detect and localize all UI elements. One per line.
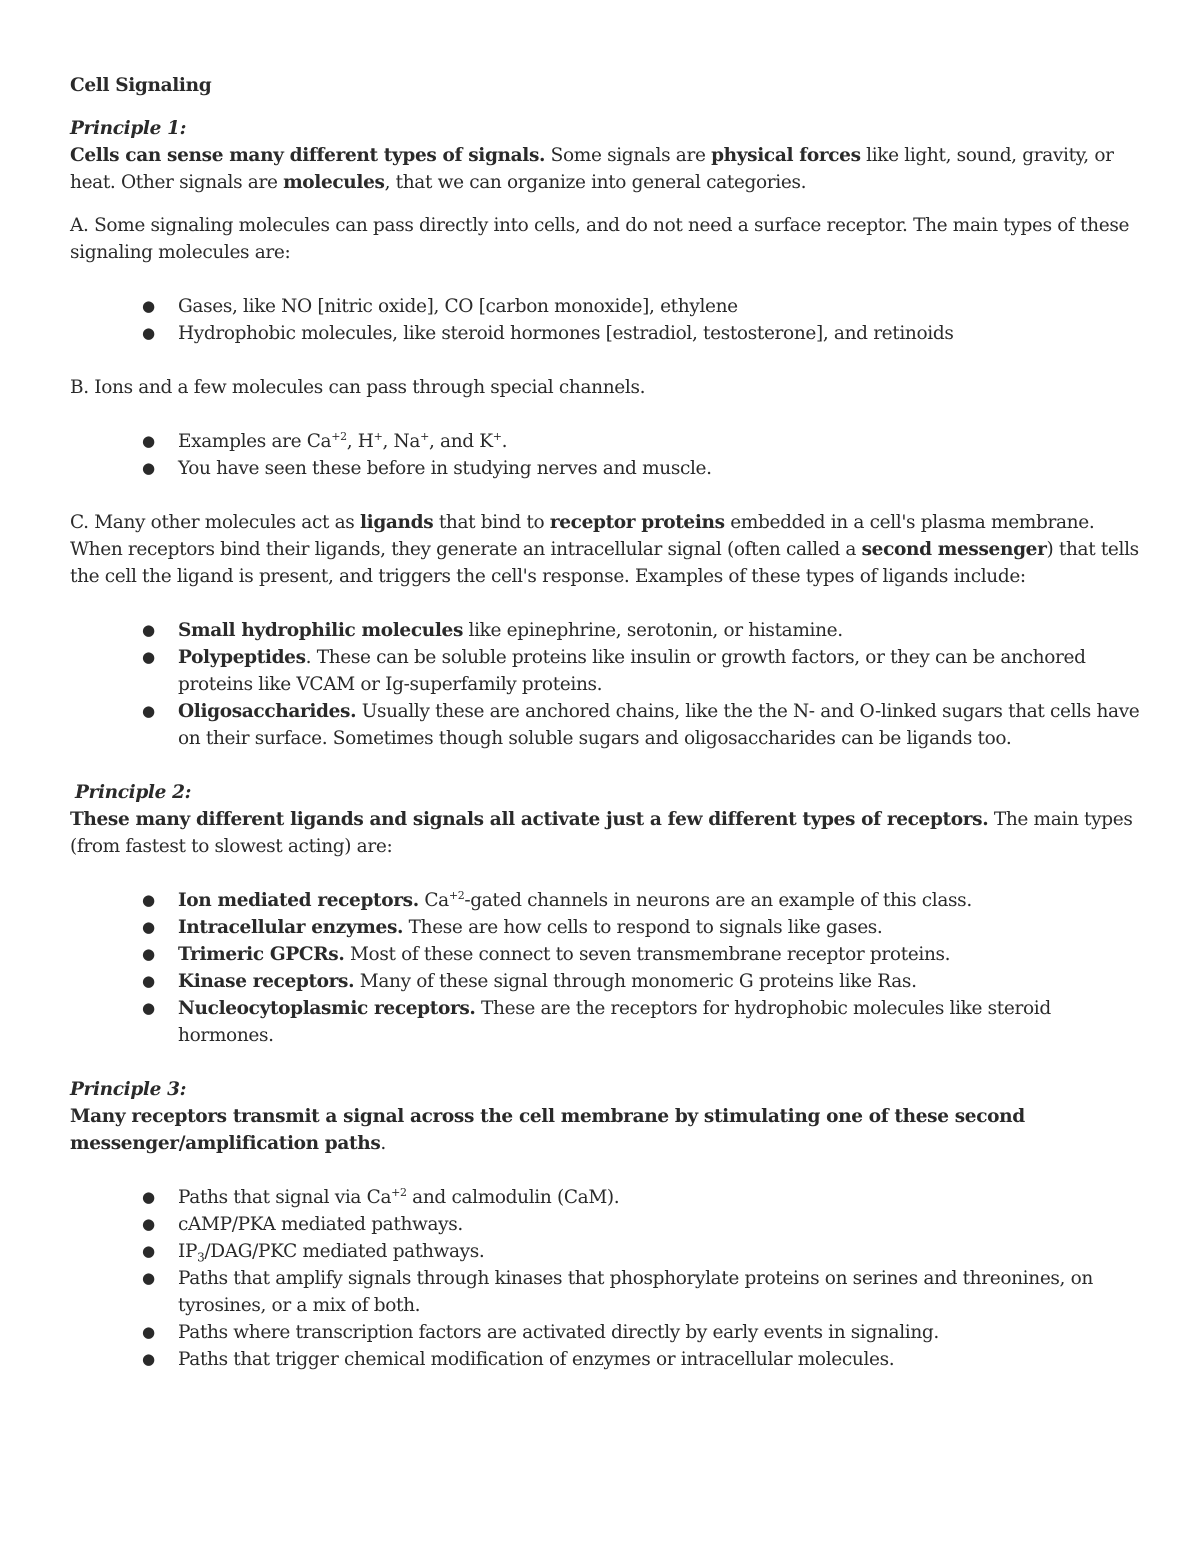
- text-run: Usually these are anchored chains, like the the N- and O-linked sugars that cells have on their surface. Sometimes though soluble sugars and oligosaccharides can be ligands too.: [178, 701, 1140, 749]
- bold-term: second messenger: [861, 539, 1047, 560]
- principle-3-intro: [70, 1103, 1140, 1157]
- bold-term: Polypeptides: [178, 647, 306, 668]
- list-item: [70, 617, 1140, 644]
- text-run: /DAG/PKC mediated pathways.: [204, 1241, 485, 1262]
- section-a-list: [70, 293, 1140, 347]
- list-item: [70, 320, 1140, 347]
- principle-2-list: [70, 887, 1140, 1049]
- text-run: Examples are Ca: [178, 431, 332, 452]
- list-item: [70, 644, 1140, 698]
- list-item: [70, 1346, 1140, 1373]
- text-run: These are how cells to respond to signals like gases.: [403, 917, 883, 938]
- bullet-icon: ●: [142, 999, 155, 1017]
- section-c-text: [70, 509, 1140, 590]
- superscript: +: [492, 430, 502, 443]
- bullet-icon: ●: [142, 1215, 155, 1233]
- superscript: +2: [331, 430, 347, 443]
- text-run: -gated channels in neurons are an example of this class.: [464, 890, 972, 911]
- superscript: +2: [448, 889, 465, 902]
- bold-term: Nucleocytoplasmic receptors.: [178, 998, 476, 1019]
- list-item: [70, 455, 1140, 482]
- text-run: IP: [178, 1241, 198, 1262]
- bold-term: Kinase receptors.: [178, 971, 355, 992]
- bullet-icon: ●: [142, 1323, 155, 1341]
- text-run: ) that tells the cell the ligand is present, and triggers the cell's response. Examples of these types of ligands include:: [70, 539, 1139, 587]
- list-item: [70, 914, 1140, 941]
- text-run: The main types (from fastest to slowest acting) are:: [70, 809, 1133, 857]
- bullet-icon: ●: [142, 459, 155, 477]
- text-run: , H: [346, 431, 374, 452]
- bullet-icon: ●: [142, 297, 155, 315]
- text-run: .: [501, 431, 508, 452]
- text-run: C. Many other molecules act as: [70, 512, 360, 533]
- bold-term: molecules: [283, 172, 385, 193]
- principle-3-list: [70, 1184, 1140, 1373]
- list-item: [70, 887, 1140, 914]
- principle-1-intro: [70, 142, 1140, 196]
- list-item-text: Hydrophobic molecules, like steroid hormones [estradiol, testosterone], and retinoids: [178, 323, 954, 344]
- bullet-icon: ●: [142, 621, 155, 639]
- principle-1-heading: Principle 1:: [70, 118, 187, 139]
- bullet-icon: ●: [142, 891, 155, 909]
- bold-term: Intracellular enzymes.: [178, 917, 404, 938]
- text-run: These are the receptors for hydrophobic molecules like steroid hormones.: [178, 998, 1051, 1046]
- list-item: [70, 1265, 1140, 1319]
- list-item: [70, 428, 1140, 455]
- list-item: [70, 698, 1140, 752]
- bullet-icon: ●: [142, 324, 155, 342]
- bold-term: physical forces: [711, 145, 861, 166]
- superscript: +: [420, 430, 429, 443]
- principle-3-heading: Principle 3:: [70, 1079, 187, 1100]
- list-item: [70, 968, 1140, 995]
- superscript: +: [373, 430, 383, 443]
- text-run: Paths that signal via Ca: [178, 1187, 392, 1208]
- principle-3-lead: Many receptors transmit a signal across the cell membrane by stimulating one of these second messenger/amplification paths: [70, 1106, 1025, 1154]
- list-item-text: cAMP/PKA mediated pathways.: [178, 1214, 463, 1235]
- text-run: that bind to: [433, 512, 550, 533]
- list-item-text: You have seen these before in studying nerves and muscle.: [178, 458, 712, 479]
- bold-term: Small hydrophilic molecules: [178, 620, 464, 641]
- text-run: , Na: [382, 431, 421, 452]
- text-run: , and K: [428, 431, 493, 452]
- bullet-icon: ●: [142, 1242, 155, 1260]
- superscript: +2: [391, 1186, 407, 1199]
- bold-term: receptor proteins: [549, 512, 725, 533]
- bold-term: Ion mediated receptors.: [178, 890, 419, 911]
- bold-term: ligands: [359, 512, 434, 533]
- text-run: Some signals are: [545, 145, 712, 166]
- bullet-icon: ●: [142, 918, 155, 936]
- subscript: 3: [197, 1250, 205, 1265]
- text-run: .: [380, 1133, 386, 1154]
- section-b-list: [70, 428, 1140, 482]
- document-page: [70, 72, 1140, 1400]
- list-item-text: Paths that amplify signals through kinases that phosphorylate proteins on serines and threonines, on tyrosines, or a mix of both.: [178, 1268, 1093, 1316]
- text-run: . These can be soluble proteins like insulin or growth factors, or they can be anchored proteins like VCAM or Ig-superfamily proteins.: [178, 647, 1086, 695]
- section-a-text: A. Some signaling molecules can pass directly into cells, and do not need a surface receptor. The main types of these signaling molecules are:: [70, 215, 1130, 263]
- bullet-icon: ●: [142, 1188, 155, 1206]
- text-run: Ca: [418, 890, 449, 911]
- section-c-list: [70, 617, 1140, 752]
- principle-1-lead: Cells can sense many different types of signals.: [70, 145, 546, 166]
- bold-term: Trimeric GPCRs.: [178, 944, 345, 965]
- bullet-icon: ●: [142, 945, 155, 963]
- list-item-text: Paths that trigger chemical modification of enzymes or intracellular molecules.: [178, 1349, 895, 1370]
- list-item: [70, 1238, 1140, 1265]
- list-item: [70, 1184, 1140, 1211]
- list-item: [70, 293, 1140, 320]
- text-run: like epinephrine, serotonin, or histamine.: [463, 620, 843, 641]
- bullet-icon: ●: [142, 972, 155, 990]
- principle-2-heading: Principle 2:: [75, 782, 192, 803]
- document-title: Cell Signaling: [70, 75, 212, 96]
- bullet-icon: ●: [142, 432, 155, 450]
- bullet-icon: ●: [142, 1350, 155, 1368]
- list-item: [70, 1211, 1140, 1238]
- bullet-icon: ●: [142, 648, 155, 666]
- bullet-icon: ●: [142, 1269, 155, 1287]
- text-run: embedded in a cell's plasma membrane. When receptors bind their ligands, they generate an intracellular signal (often called a: [70, 512, 1095, 560]
- list-item-text: Paths where transcription factors are activated directly by early events in signaling.: [178, 1322, 939, 1343]
- text-run: and calmodulin (CaM).: [406, 1187, 620, 1208]
- bold-term: Oligosaccharides.: [178, 701, 357, 722]
- list-item-text: Gases, like NO [nitric oxide], CO [carbon monoxide], ethylene: [178, 296, 738, 317]
- bullet-icon: ●: [142, 702, 155, 720]
- text-run: Most of these connect to seven transmembrane receptor proteins.: [344, 944, 951, 965]
- principle-2-intro: [70, 806, 1140, 860]
- section-b-text: B. Ions and a few molecules can pass through special channels.: [70, 377, 646, 398]
- list-item: [70, 995, 1140, 1049]
- list-item: [70, 941, 1140, 968]
- text-run: Many of these signal through monomeric G proteins like Ras.: [354, 971, 917, 992]
- text-run: like light, sound, gravity, or heat. Other signals are: [70, 145, 1114, 193]
- text-run: , that we can organize into general categories.: [384, 172, 807, 193]
- principle-2-lead: These many different ligands and signals all activate just a few different types of receptors.: [70, 809, 989, 830]
- list-item: [70, 1319, 1140, 1346]
